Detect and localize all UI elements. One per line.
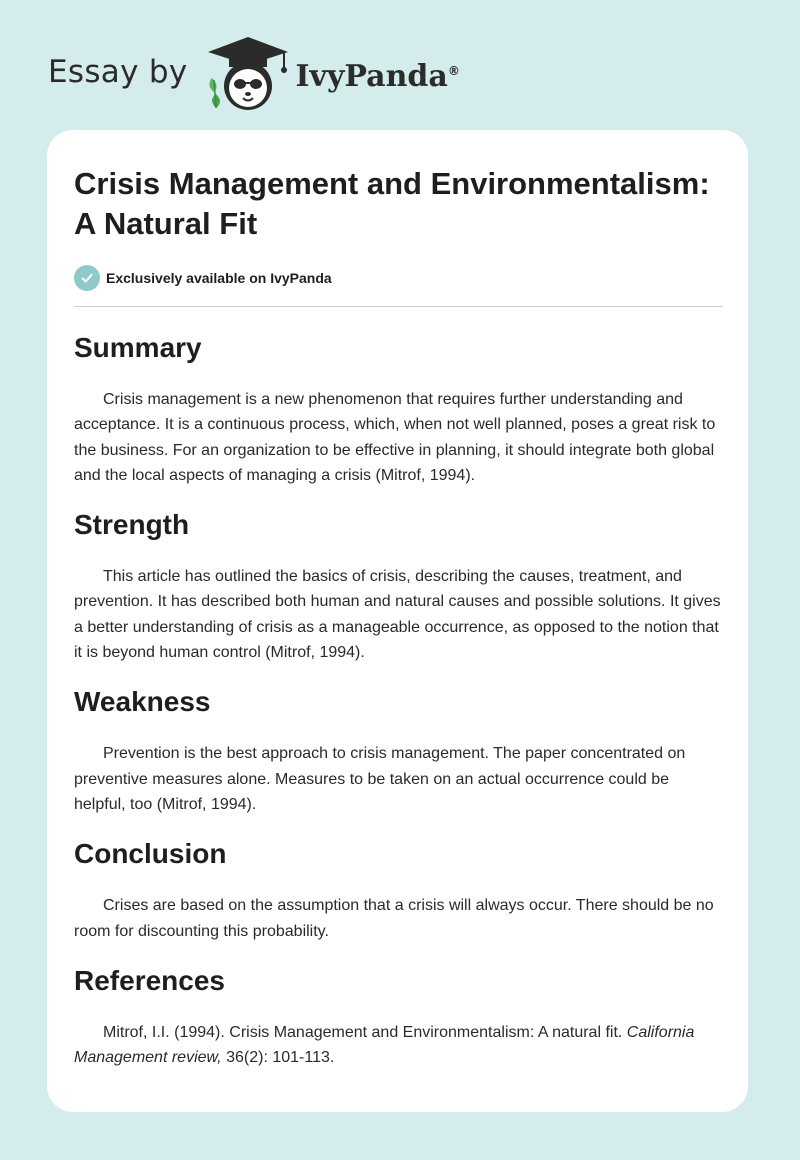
registered-mark: ® [447,63,460,78]
page-title: Crisis Management and Environmentalism: A Natural Fit [74,166,710,241]
section-heading-strength: Strength [74,509,190,541]
section-body-weakness: Prevention is the best approach to crisis management. The paper concentrated on preventive measures alone. Measures to be taken on an actual occurrence could be helpful, too (Mitrof, 1994). [74,745,686,813]
section-heading-summary: Summary [74,332,202,363]
essay-content [74,164,723,1070]
reference-journal: California Management review, [74,1023,695,1067]
exclusive-label: Exclusively available on IvyPanda [106,270,332,286]
exclusive-badge [74,264,723,292]
essay-by-label: Essay by [48,54,188,90]
section-heading-references: References [74,964,225,996]
reference-entry [74,1020,723,1071]
divider [74,306,723,307]
reference-volume: 36(2): 101-113. [221,1049,335,1067]
section-body-conclusion: Crises are based on the assumption that a crisis will always occur. There should be no room for discounting this probability. [74,897,714,940]
section-body-summary: Crisis management is a new phenomenon that requires further understanding and acceptance. It is a continuous process, which, when not well planned, poses a great risk to the business. For an organization to be effective in planning, it should integrate both global and the local aspects of managing a crisis (Mitrof, 1994). [74,391,716,484]
essay-card [47,130,748,1112]
brand-name[interactable] [296,59,460,94]
section-heading-conclusion: Conclusion [74,838,227,870]
section-heading-weakness: Weakness [74,686,211,718]
check-icon [74,265,100,291]
reference-text: Mitrof, I.I. (1994). Crisis Management and Environmentalism: A natural fit. [103,1023,627,1041]
brand-name-text: IvyPanda [295,58,448,94]
site-header [48,34,460,114]
ivypanda-logo-icon[interactable] [202,34,294,114]
section-body-strength: This article has outlined the basics of crisis, describing the causes, treatment, and prevention. It has described both human and natural causes and possible solutions. It gives a better understanding of crisis as a manageable occurrence, as opposed to the notion that it is beyond human control (Mitrof, 1994). [74,568,721,662]
